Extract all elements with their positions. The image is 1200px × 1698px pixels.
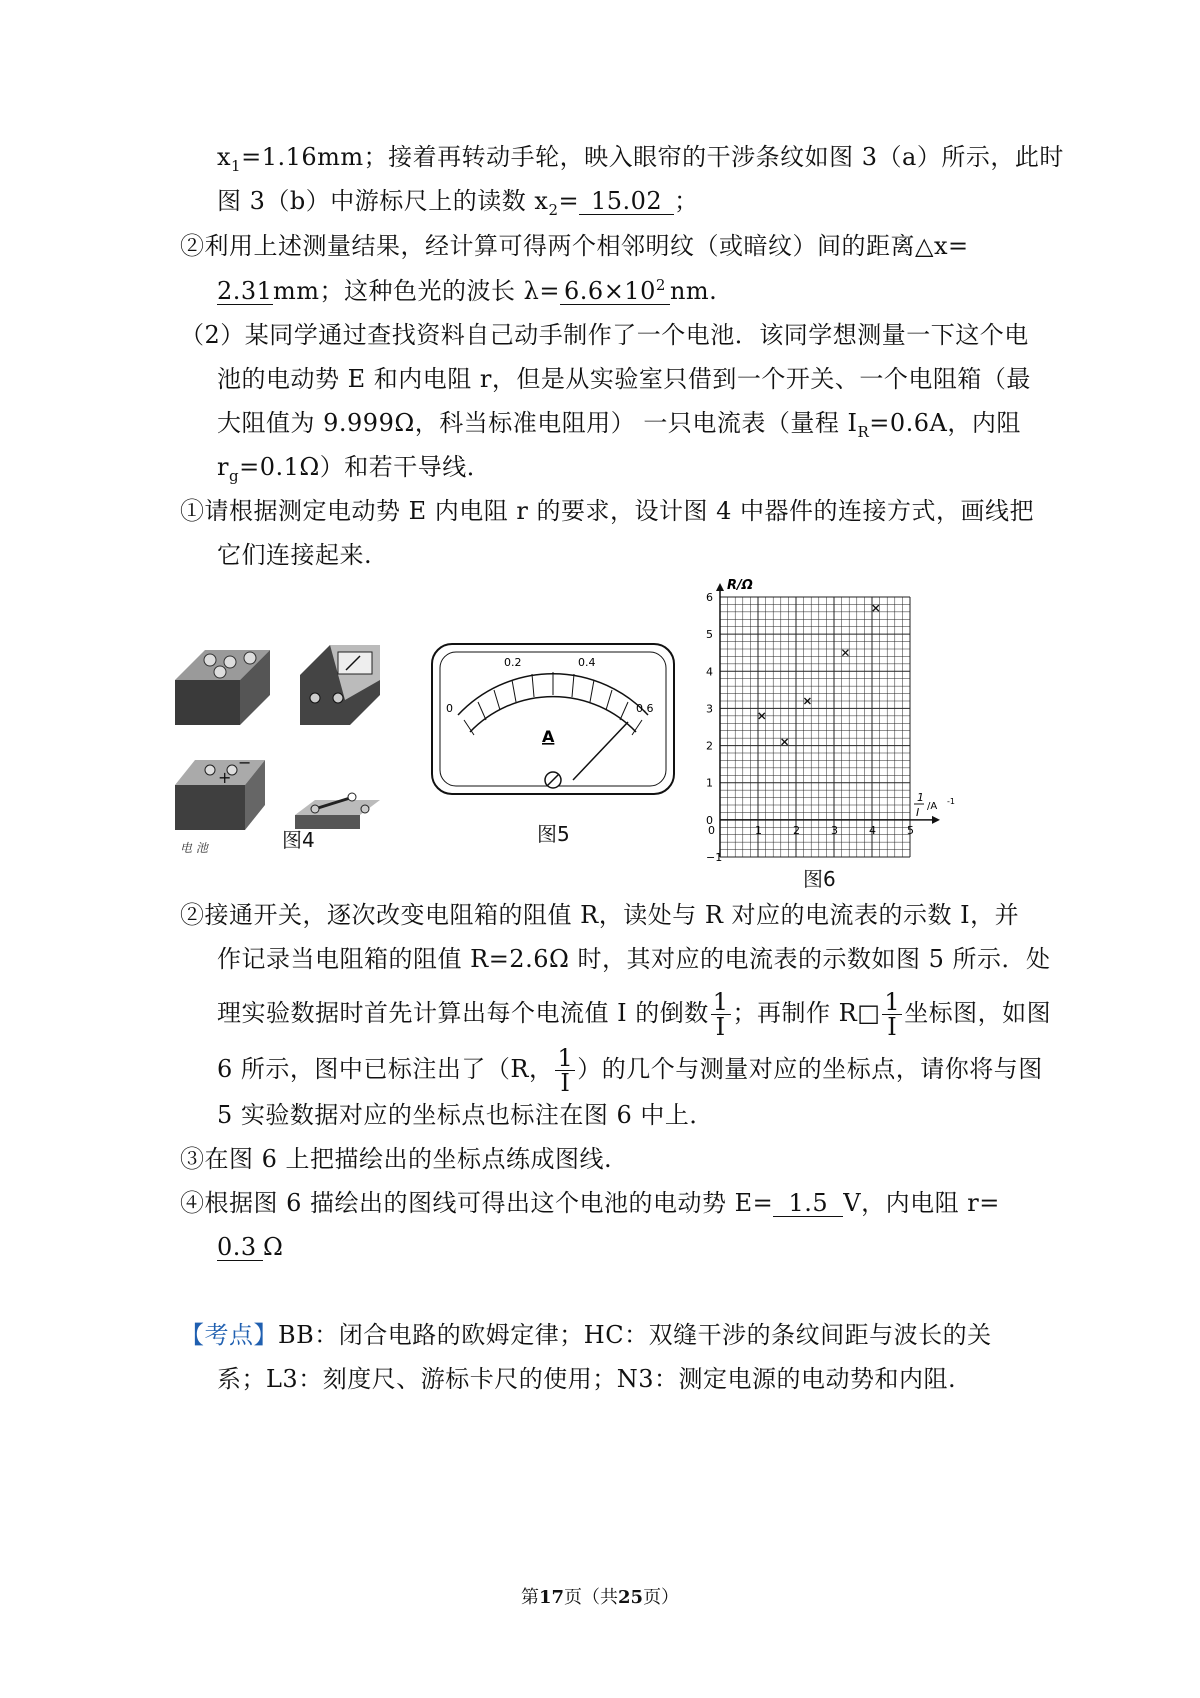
battery-label: 电 池 bbox=[180, 841, 208, 855]
text: ； bbox=[674, 187, 699, 215]
text-line bbox=[180, 1318, 992, 1352]
fraction: $\frac{1}{I}$ bbox=[557, 1044, 574, 1097]
text-line: ①请根据测定电动势 E 内电阻 r 的要求，设计图 4 中器件的连接方式，画线把 bbox=[180, 497, 1035, 525]
resistance-box-image bbox=[175, 650, 270, 725]
y-tick-label: −1 bbox=[706, 851, 723, 864]
x-tick-label: 2 bbox=[793, 823, 800, 837]
y-tick-label: 1 bbox=[706, 776, 713, 790]
text-line: 池的电动势 E 和内电阻 r，但是从实验室只借到一个开关、一个电阻箱（最 bbox=[217, 365, 1031, 393]
text: ④根据图 6 描绘出的图线可得出这个电池的电动势 E= bbox=[180, 1189, 774, 1217]
text-line: ③在图 6 上把描绘出的坐标点练成图线. bbox=[180, 1145, 613, 1173]
text-line bbox=[217, 450, 491, 493]
text-line bbox=[217, 184, 699, 227]
text-line: 5 实验数据对应的坐标点也标注在图 6 中上． bbox=[217, 1101, 714, 1129]
text-line bbox=[217, 1230, 283, 1264]
text: 理实验数据时首先计算出每个电流值 I 的倒数 bbox=[217, 999, 709, 1027]
text: 坐标图，如图 bbox=[904, 999, 1052, 1027]
x-tick-label: 1 bbox=[755, 823, 762, 837]
text-line bbox=[217, 272, 717, 308]
dial-tick-label: 0.6 bbox=[636, 702, 654, 715]
svg-text:+: + bbox=[218, 768, 232, 787]
svg-text:−: − bbox=[238, 753, 252, 772]
y-tick-label: 5 bbox=[706, 628, 713, 642]
page-total: 25 bbox=[618, 1587, 644, 1608]
text: ）的几个与测量对应的坐标点，请你将与图 bbox=[577, 1055, 1043, 1083]
answer-blank: 15.02 bbox=[579, 188, 674, 215]
answer-blank: 2.31 bbox=[217, 277, 273, 305]
x-tick-label: 5 bbox=[907, 823, 914, 837]
y-tick-label: 3 bbox=[706, 702, 713, 716]
text: =0.6A，内阻 bbox=[869, 409, 1021, 437]
superscript: 2 bbox=[655, 276, 666, 294]
y-tick-label: 2 bbox=[706, 739, 713, 753]
subscript: 2 bbox=[548, 200, 559, 219]
text-line: ②接通开关，逐次改变电阻箱的阻值 R，读处与 R 对应的电流表的示数 I，并 bbox=[180, 901, 1020, 929]
ammeter-symbol: A bbox=[542, 727, 555, 746]
text-line: （2）某同学通过查找资料自己动手制作了一个电池．该同学想测量一下这个电 bbox=[180, 321, 1029, 349]
chart-axes bbox=[716, 583, 940, 857]
page-number: 17 bbox=[538, 1587, 564, 1608]
text-line: ②利用上述测量结果，经计算可得两个相邻明纹（或暗纹）间的距离△x= bbox=[180, 232, 969, 260]
y-tick-label: 4 bbox=[706, 665, 713, 679]
text: r bbox=[217, 453, 229, 481]
figure-6-caption: 图6 bbox=[803, 867, 836, 891]
y-tick-label: 0 bbox=[706, 813, 713, 827]
text: Ω bbox=[263, 1233, 284, 1261]
subscript: g bbox=[228, 466, 240, 485]
data-point bbox=[782, 739, 788, 745]
text: 大阻值为 9.999Ω，科当标准电阻用） 一只电流表（量程 I bbox=[217, 409, 858, 437]
x-axis-label-den: I bbox=[916, 806, 920, 819]
text-line bbox=[217, 990, 1051, 1039]
figure-5-caption: 图5 bbox=[537, 822, 570, 846]
answer-blank: 1.5 bbox=[773, 1190, 843, 1217]
text: =1.16mm；接着再转动手轮，映入眼帘的干涉条纹如图 3（a）所示，此时 bbox=[241, 143, 1064, 171]
text-line: 它们连接起来. bbox=[217, 541, 373, 569]
y-tick-label: 6 bbox=[706, 591, 713, 604]
dial-tick-label: 0 bbox=[446, 702, 453, 715]
subscript: R bbox=[857, 422, 870, 441]
page-footer: 第17页（共25页） bbox=[520, 1587, 680, 1608]
x-tick-label: 4 bbox=[869, 823, 876, 837]
text: 图 3（b）中游标尺上的读数 x bbox=[217, 187, 549, 215]
text: V，内电阻 r= bbox=[843, 1189, 1000, 1217]
fraction: $\frac{1}{I}$ bbox=[884, 988, 901, 1041]
figure-5-ammeter-dial bbox=[428, 640, 678, 800]
fraction: $\frac{1}{I}$ bbox=[712, 988, 729, 1041]
x-axis-arrow bbox=[932, 816, 940, 824]
text-line bbox=[217, 406, 1021, 449]
text: BB：闭合电路的欧姆定律；HC：双缝干涉的条纹间距与波长的关 bbox=[278, 1321, 992, 1349]
text: nm. bbox=[669, 277, 718, 305]
x-tick-label: 3 bbox=[831, 823, 838, 837]
data-point bbox=[842, 650, 848, 656]
text-line: 作记录当电阻箱的阻值 R=2.6Ω 时，其对应的电流表的示数如图 5 所示．处 bbox=[217, 945, 1051, 973]
chart-tick-labels bbox=[706, 591, 914, 864]
x-axis-label-num: 1 bbox=[917, 791, 924, 804]
figure-6-chart bbox=[695, 575, 965, 875]
subscript: 1 bbox=[231, 156, 242, 175]
answer-blank: 0.3 bbox=[217, 1234, 263, 1261]
x-axis-unit-exp: -1 bbox=[947, 797, 955, 806]
text: =0.1Ω）和若干导线． bbox=[239, 453, 492, 481]
text: ；再制作 R□ bbox=[732, 999, 881, 1027]
text-line bbox=[217, 1046, 1043, 1095]
battery-image bbox=[175, 753, 265, 855]
answer-value: 6.6×10 bbox=[564, 277, 656, 305]
text: = bbox=[558, 187, 580, 215]
text-line bbox=[180, 1186, 1000, 1220]
text: x bbox=[217, 143, 232, 171]
chart-grid bbox=[720, 597, 910, 857]
text-line: 系；L3：刻度尺、游标卡尺的使用；N3：测定电源的电动势和内阻. bbox=[217, 1365, 957, 1393]
answer-blank bbox=[560, 272, 670, 305]
text: mm；这种色光的波长 λ= bbox=[273, 277, 560, 305]
y-axis-label: R/Ω bbox=[727, 578, 753, 593]
y-axis-arrow bbox=[716, 583, 724, 591]
x-axis-unit: /A bbox=[927, 801, 938, 812]
origin-label: 0 bbox=[708, 823, 715, 837]
data-point bbox=[873, 605, 879, 611]
kaodian-tag: 【考点】 bbox=[180, 1321, 278, 1349]
figure-4-caption: 图4 bbox=[282, 828, 315, 852]
text-line bbox=[217, 140, 1064, 183]
dial-tick-label: 0.2 bbox=[504, 656, 522, 669]
ammeter-image bbox=[300, 645, 380, 725]
text: 6 所示，图中已标注出了（R， bbox=[217, 1055, 554, 1083]
dial-tick-label: 0.4 bbox=[578, 656, 596, 669]
